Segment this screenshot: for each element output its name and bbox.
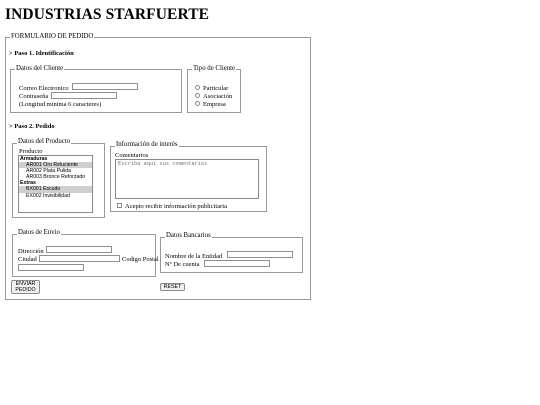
password-label: Contraseña bbox=[19, 93, 49, 100]
particular-label: Particular bbox=[203, 85, 229, 92]
publicity-label: Acepto recibir información publicitaria bbox=[125, 203, 227, 210]
empresa-radio[interactable] bbox=[195, 101, 200, 106]
option-bx001[interactable]: BX001 Escudo bbox=[19, 186, 92, 192]
order-form-legend: FORMULARIO DE PEDIDO bbox=[11, 33, 94, 40]
email-label: Correo Electronico bbox=[19, 85, 69, 92]
city-label: Ciudad bbox=[18, 256, 37, 263]
account-number-field[interactable] bbox=[204, 260, 270, 267]
account-number-label: Nº De cuenta bbox=[165, 261, 200, 268]
comments-label: Comentarios bbox=[115, 152, 149, 159]
option-ar003[interactable]: AR003 Bronce Reforzado bbox=[26, 174, 86, 181]
email-field[interactable] bbox=[72, 83, 138, 90]
city-field[interactable] bbox=[39, 255, 120, 262]
empresa-label: Empresa bbox=[203, 101, 226, 108]
send-order-line1: ENVIAR bbox=[15, 281, 36, 288]
client-type-legend: Tipo de Cliente bbox=[193, 65, 236, 72]
reset-button-label: RESET bbox=[163, 284, 182, 290]
product-listbox[interactable] bbox=[18, 155, 93, 213]
password-field[interactable] bbox=[51, 92, 117, 99]
send-order-line2: PEDIDO bbox=[15, 286, 36, 293]
optgroup-extras: Extras bbox=[20, 180, 36, 187]
bank-name-label: Nombre de la Entidad bbox=[165, 253, 223, 260]
product-label: Producto bbox=[19, 148, 43, 155]
page-title: INDUSTRIAS STARFUERTE bbox=[5, 6, 210, 23]
step1-heading: > Paso 1. Identificación bbox=[9, 50, 74, 57]
comments-textarea[interactable] bbox=[115, 159, 259, 199]
postal-code-label: Codigo Postal bbox=[122, 256, 159, 263]
option-ex002[interactable]: EX002 Invisibilidad bbox=[26, 192, 70, 199]
shipping-data-legend: Datos de Envio bbox=[18, 229, 60, 236]
product-data-legend: Datos del Producto bbox=[18, 138, 71, 145]
bank-name-field[interactable] bbox=[227, 251, 293, 258]
particular-radio[interactable] bbox=[195, 85, 200, 90]
asociacion-radio[interactable] bbox=[195, 93, 200, 98]
address-label: Dirección bbox=[18, 248, 44, 255]
optgroup-armaduras: Armaduras bbox=[20, 156, 48, 162]
send-order-button[interactable] bbox=[11, 280, 40, 294]
postal-code-field[interactable] bbox=[18, 264, 84, 271]
address-field[interactable] bbox=[46, 246, 112, 253]
info-interest-legend: Información de interés bbox=[116, 141, 178, 148]
publicity-checkbox[interactable] bbox=[117, 203, 122, 208]
client-data-legend: Datos del Cliente bbox=[16, 65, 64, 72]
option-ar002[interactable]: AR002 Plata Pulida bbox=[26, 168, 71, 175]
option-ar001[interactable]: AR001 Oro Reluciente bbox=[19, 162, 92, 168]
step2-heading: > Paso 2. Pedido bbox=[9, 123, 55, 130]
bank-data-legend: Datos Bancarios bbox=[166, 232, 211, 239]
reset-button[interactable] bbox=[160, 283, 185, 291]
asociacion-label: Asociación bbox=[203, 93, 233, 100]
password-hint: (Longitud minima 6 caracteres) bbox=[19, 101, 102, 108]
